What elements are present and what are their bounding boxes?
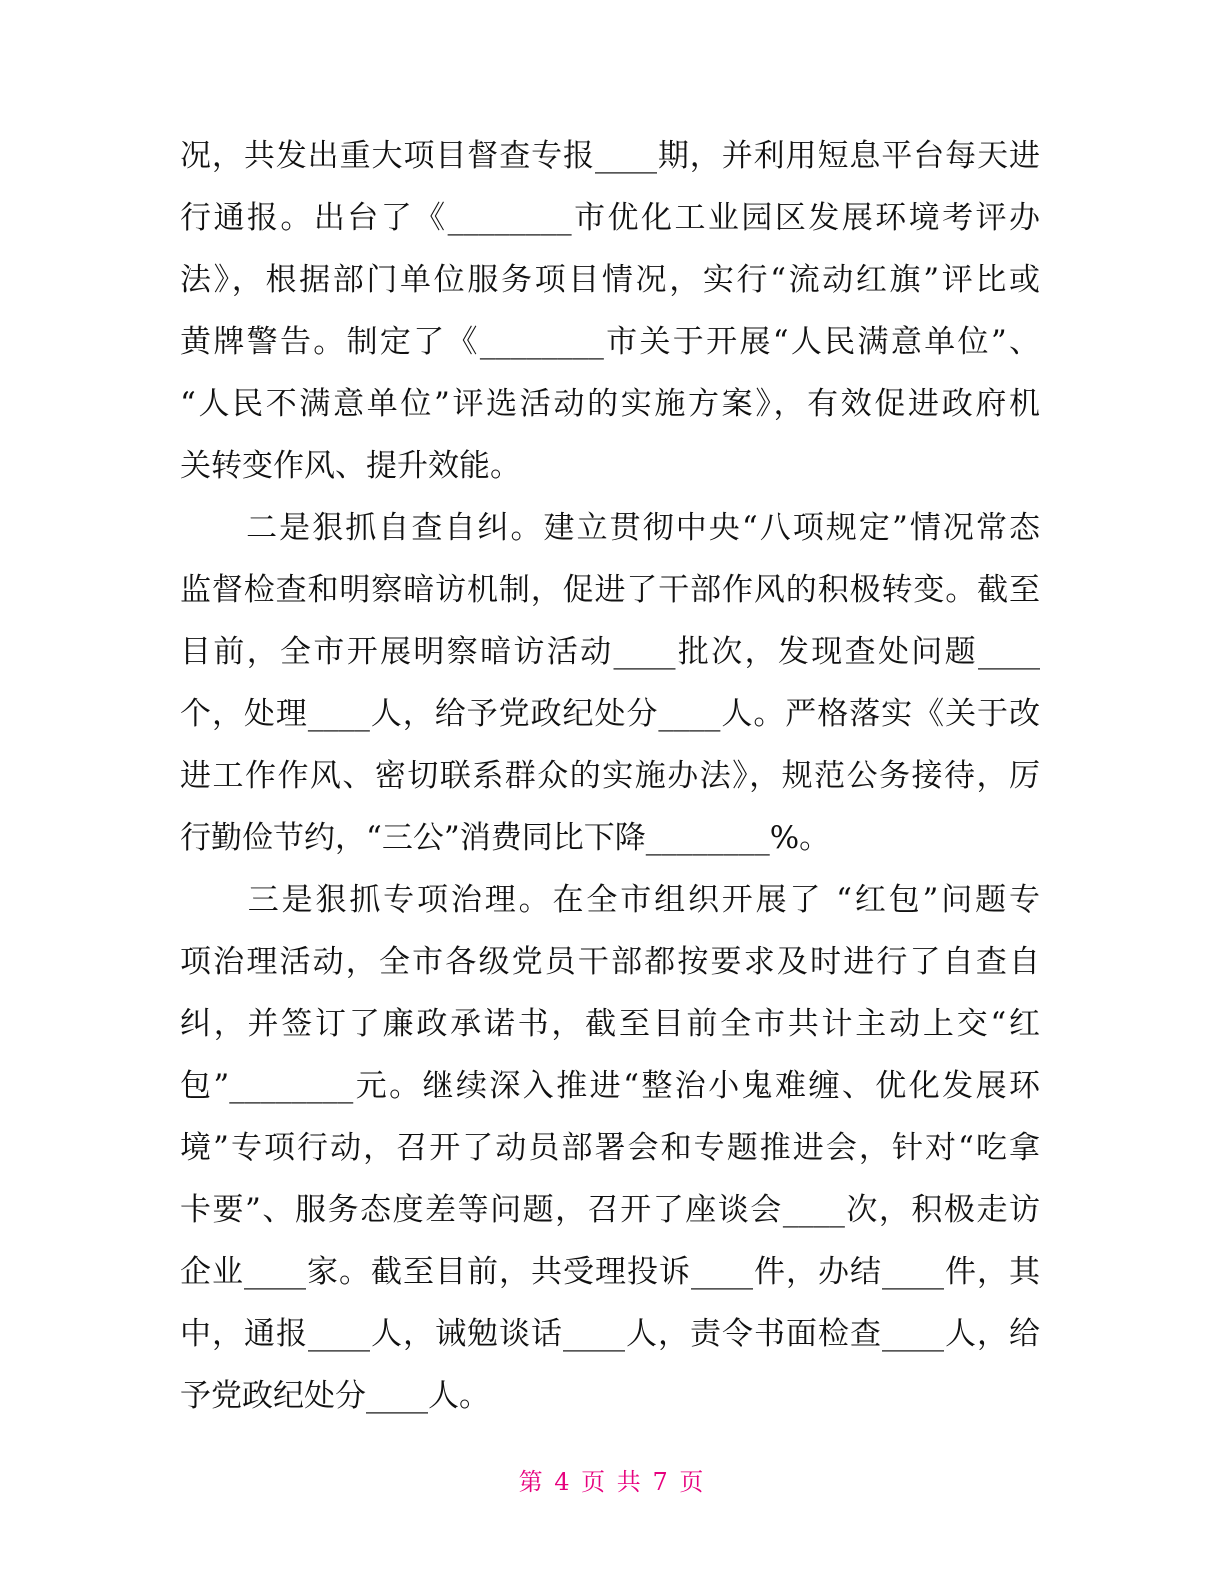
text-line: 行通报。出台了《________市优化工业园区发展环境考评办 — [180, 200, 1040, 236]
text-line: “人民不满意单位”评选活动的实施方案》，有效促进政府机 — [180, 386, 1040, 422]
text-line: 境”专项行动，召开了动员部署会和专题推进会，针对“吃拿 — [180, 1130, 1040, 1166]
text-line: 监督检查和明察暗访机制，促进了干部作风的积极转变。截至 — [180, 572, 1040, 608]
text-line: 关转变作风、提升效能。 — [180, 448, 521, 484]
page-number-footer: 第 4 页 共 7 页 — [518, 1468, 706, 1496]
text-line: 包”________元。继续深入推进“整治小鬼难缠、优化发展环 — [180, 1068, 1040, 1104]
text-line: 目前，全市开展明察暗访活动____批次，发现查处问题____ — [180, 634, 1040, 670]
text-line: 二是狠抓自查自纠。建立贯彻中央“八项规定”情况常态 — [180, 510, 1040, 546]
text-line: 卡要”、服务态度差等问题，召开了座谈会____次，积极走访 — [180, 1192, 1040, 1228]
text-line: 纠，并签订了廉政承诺书，截至目前全市共计主动上交“红 — [180, 1006, 1040, 1042]
paragraph-2 — [180, 497, 1040, 869]
text-line: 项治理活动，全市各级党员干部都按要求及时进行了自查自 — [180, 944, 1040, 980]
paragraph-1 — [180, 125, 1040, 497]
text-line: 况，共发出重大项目督查专报____期，并利用短息平台每天进 — [180, 138, 1040, 174]
text-line: 行勤俭节约，“三公”消费同比下降________%。 — [180, 820, 831, 856]
text-line: 进工作作风、密切联系群众的实施办法》，规范公务接待，厉 — [180, 758, 1040, 794]
text-line: 三是狠抓专项治理。在全市组织开展了 “红包”问题专 — [180, 882, 1040, 918]
paragraph-3 — [180, 869, 1040, 1427]
text-line: 企业____家。截至目前，共受理投诉____件，办结____件，其 — [180, 1254, 1040, 1290]
text-line: 个，处理____人，给予党政纪处分____人。严格落实《关于改 — [180, 696, 1040, 732]
document-body — [180, 125, 1040, 1427]
text-line: 法》，根据部门单位服务项目情况，实行“流动红旗”评比或 — [180, 262, 1040, 298]
text-line: 中，通报____人，诫勉谈话____人，责令书面检查____人，给 — [180, 1316, 1040, 1352]
text-line: 黄牌警告。制定了《________市关于开展“人民满意单位”、 — [180, 324, 1040, 360]
text-line: 予党政纪处分____人。 — [180, 1378, 490, 1414]
